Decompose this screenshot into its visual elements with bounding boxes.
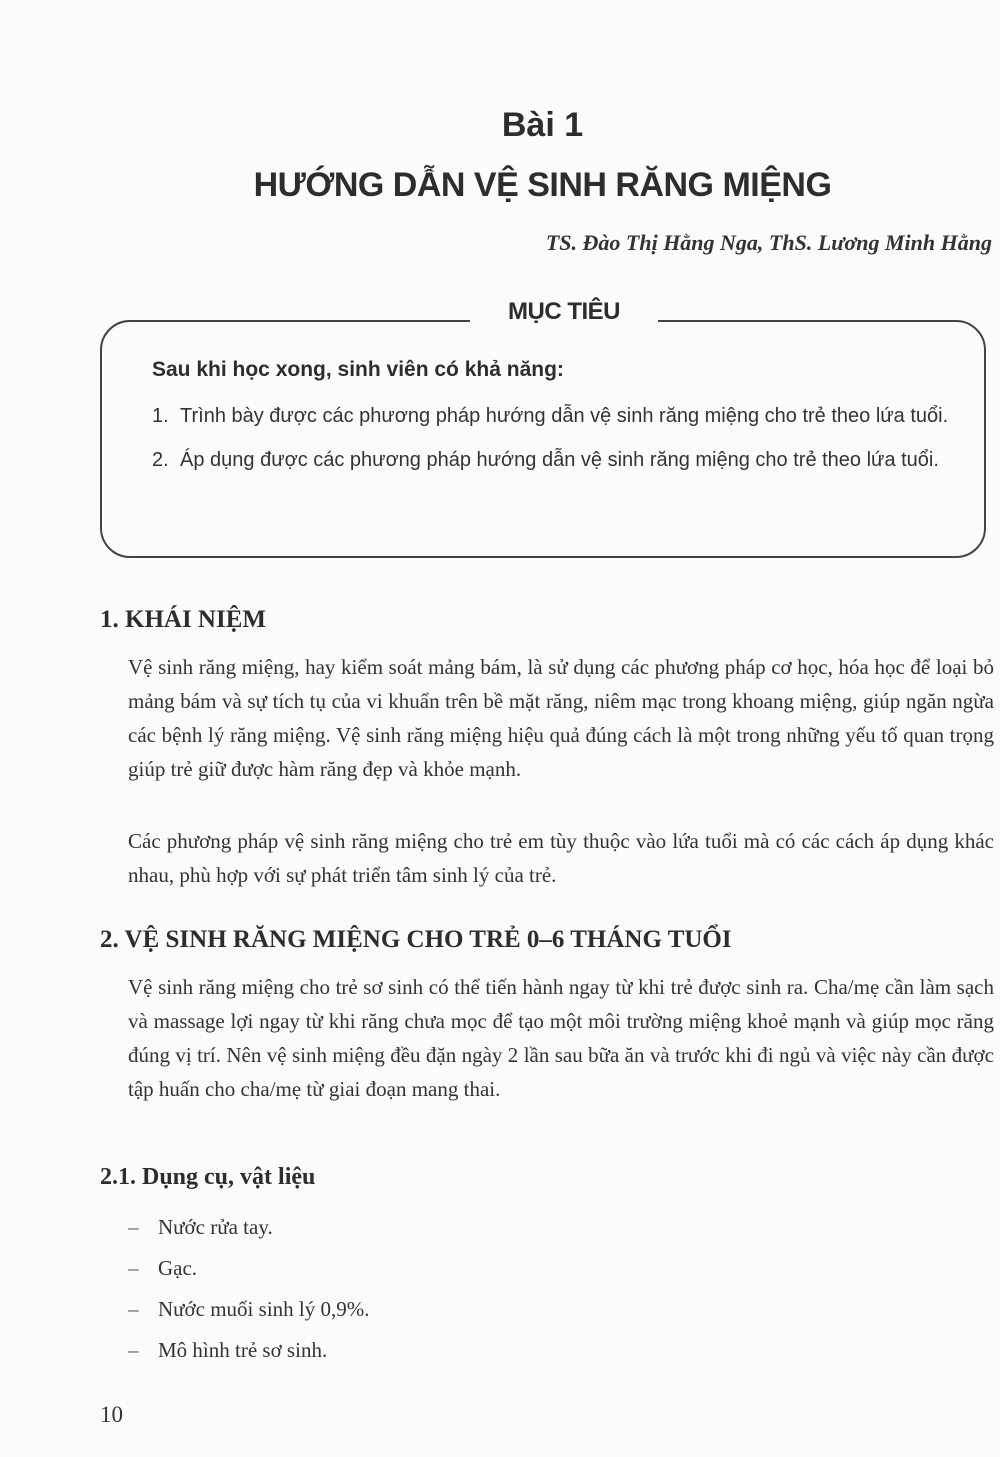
objectives-rule (258, 320, 470, 322)
objective-item (152, 400, 974, 432)
lesson-title: HƯỚNG DẪN VỆ SINH RĂNG MIỆNG (253, 166, 832, 204)
list-item-text: Nước muối sinh lý 0,9%. (158, 1297, 370, 1321)
lesson-number: Bài 1 (501, 106, 584, 144)
dash-bullet: – (128, 1256, 139, 1280)
objective-text: Trình bày được các phương pháp hướng dẫn vệ sinh răng miệng cho trẻ theo lứa tuổi. (180, 405, 949, 427)
objectives-title: MỤC TIÊU (508, 298, 620, 325)
section2-paragraph: Vệ sinh răng miệng cho trẻ sơ sinh có thể tiến hành ngay từ khi trẻ được sinh ra. Cha/mẹ cần làm sạch và massage lợi ngay từ khi răng chưa mọc để tạo một môi trường miệng khoẻ mạnh và giúp mọc răng đúng vị trí. Nên vệ sinh miệng đều đặn ngày 2 lần sau bữa ăn và trước khi đi ngủ và việc này cần được tập huấn cho cha/mẹ từ giai đoạn mang thai. (128, 975, 994, 1101)
objective-item (152, 444, 974, 476)
section2-heading: 2. VỆ SINH RĂNG MIỆNG CHO TRẺ 0–6 THÁNG TUỔI (100, 926, 732, 953)
page-number: 10 (100, 1402, 123, 1427)
objectives-list (152, 400, 974, 488)
dash-bullet: – (128, 1338, 139, 1362)
objective-text: Áp dụng được các phương pháp hướng dẫn vệ sinh răng miệng cho trẻ theo lứa tuổi. (180, 449, 939, 471)
materials-list (128, 1210, 369, 1374)
objectives-lead: Sau khi học xong, sinh viên có khả năng: (152, 358, 564, 381)
list-item (128, 1251, 369, 1292)
list-item-text: Nước rửa tay. (158, 1215, 273, 1239)
list-item (128, 1333, 369, 1374)
list-item (128, 1210, 369, 1251)
objective-number: 1. (152, 405, 169, 427)
dash-bullet: – (128, 1215, 139, 1239)
section1-heading: 1. KHÁI NIỆM (100, 606, 266, 633)
dash-bullet: – (128, 1297, 139, 1321)
authors: TS. Đào Thị Hằng Nga, ThS. Lương Minh Hằng (545, 230, 992, 255)
list-item-text: Mô hình trẻ sơ sinh. (158, 1338, 328, 1362)
section1-paragraph-1: Vệ sinh răng miệng, hay kiểm soát mảng bám, là sử dụng các phương pháp cơ học, hóa học để loại bỏ mảng bám và sự tích tụ của vi khuẩn trên bề mặt răng, niêm mạc trong khoang miệng, giúp ngăn ngừa các bệnh lý răng miệng. Vệ sinh răng miệng hiệu quả đúng cách là một trong những yếu tố quan trọng giúp trẻ giữ được hàm răng đẹp và khỏe mạnh. (128, 655, 994, 781)
objective-number: 2. (152, 449, 169, 471)
list-item-text: Gạc. (158, 1256, 198, 1280)
section1-paragraph-2: Các phương pháp vệ sinh răng miệng cho trẻ em tùy thuộc vào lứa tuổi mà có các cách áp dụng khác nhau, phù hợp với sự phát triển tâm sinh lý của trẻ. (128, 829, 994, 887)
list-item (128, 1292, 369, 1333)
subsection-heading: 2.1. Dụng cụ, vật liệu (100, 1164, 316, 1190)
